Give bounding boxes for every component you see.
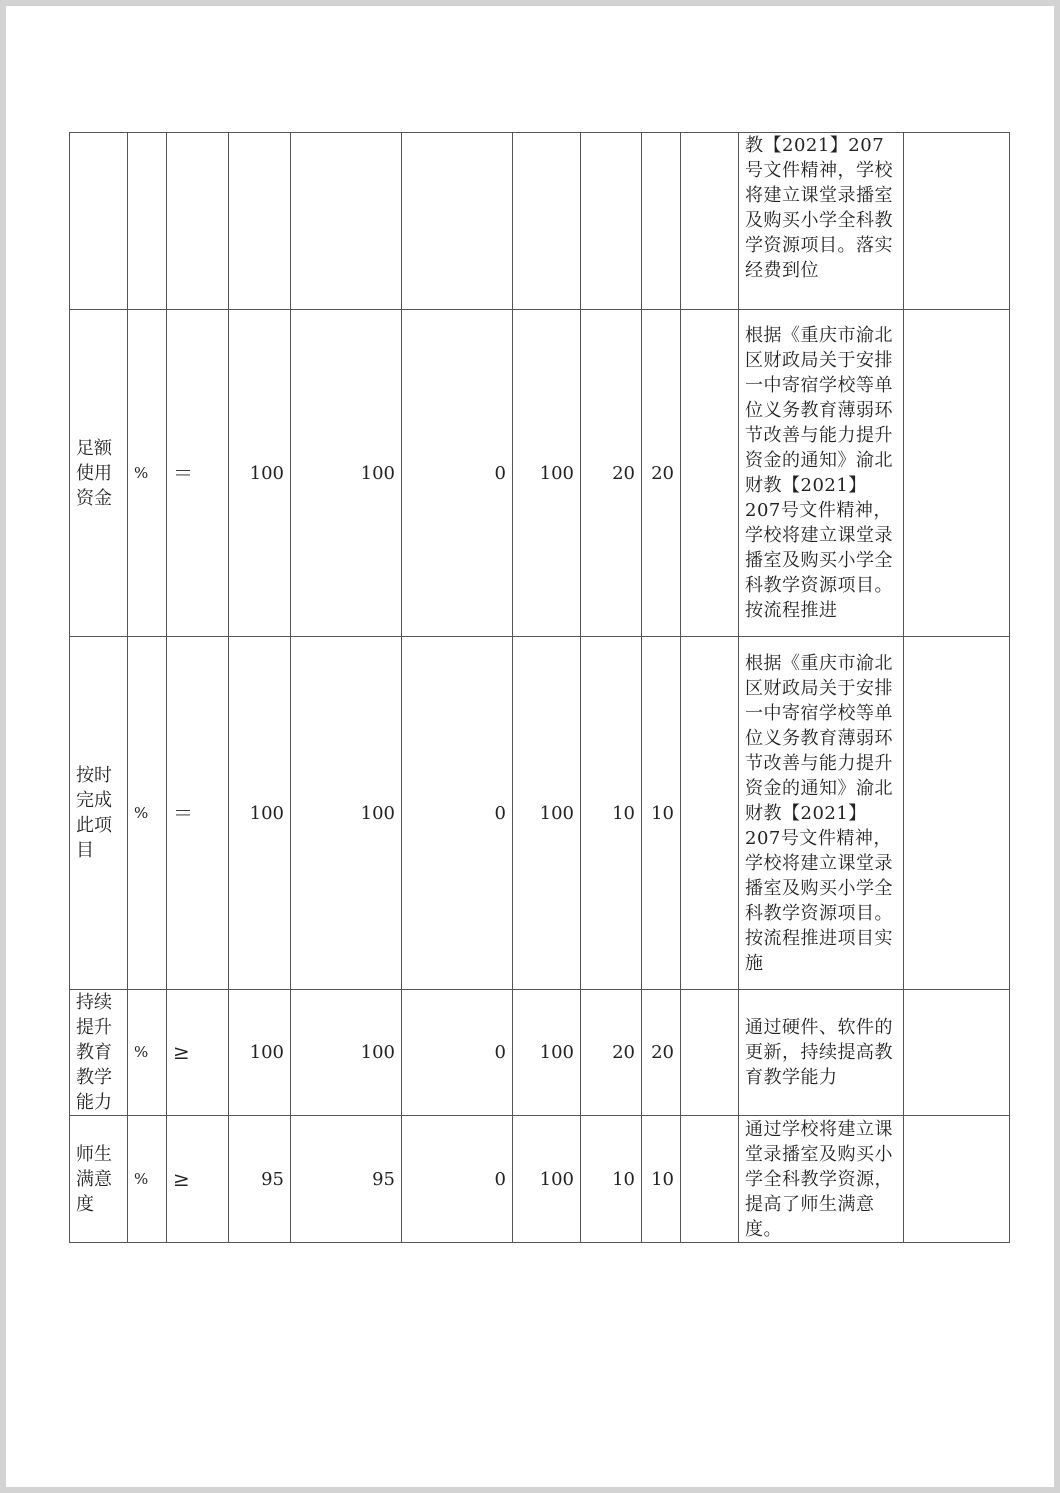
table-row — [70, 990, 1010, 1116]
value-cell — [642, 133, 681, 310]
value-cell: 100 — [291, 637, 402, 990]
note-cell — [904, 637, 1010, 990]
indicator-name: 持续提升教育教学能力 — [70, 990, 128, 1116]
operator-cell: ＝ — [167, 310, 229, 637]
value-cell — [681, 310, 739, 637]
value-cell — [513, 133, 581, 310]
value-cell: 0 — [402, 990, 513, 1116]
operator-cell: ＝ — [167, 637, 229, 990]
operator-cell: ≥ — [167, 1116, 229, 1243]
value-cell: 20 — [642, 310, 681, 637]
table-row — [70, 133, 1010, 310]
value-cell: 100 — [513, 637, 581, 990]
value-cell: 20 — [581, 990, 642, 1116]
value-cell — [681, 1116, 739, 1243]
value-cell: 10 — [642, 1116, 681, 1243]
value-cell: 0 — [402, 637, 513, 990]
indicator-name: 足额使用资金 — [70, 310, 128, 637]
value-cell: 100 — [291, 990, 402, 1116]
unit-cell: % — [128, 637, 167, 990]
table-row — [70, 637, 1010, 990]
value-cell: 20 — [581, 310, 642, 637]
document-page — [6, 6, 1054, 1487]
indicator-name: 按时完成此项目 — [70, 637, 128, 990]
description-cell: 通过学校将建立课堂录播室及购买小学全科教学资源，提高了师生满意度。 — [739, 1116, 904, 1243]
description-cell: 通过硬件、软件的更新，持续提高教育教学能力 — [739, 990, 904, 1116]
value-cell: 100 — [229, 990, 291, 1116]
value-cell: 10 — [642, 637, 681, 990]
value-cell: 10 — [581, 1116, 642, 1243]
description-cell: 教【2021】207号文件精神，学校将建立课堂录播室及购买小学全科教学资源项目。落实经费到位 — [739, 133, 904, 310]
description-cell: 根据《重庆市渝北区财政局关于安排一中寄宿学校等单位义务教育薄弱环节改善与能力提升资金的通知》渝北财教【2021】207号文件精神，学校将建立课堂录播室及购买小学全科教学资源项目。按流程推进 — [739, 310, 904, 637]
note-cell — [904, 1116, 1010, 1243]
value-cell: 100 — [513, 990, 581, 1116]
value-cell: 10 — [581, 637, 642, 990]
value-cell: 100 — [229, 637, 291, 990]
value-cell — [402, 133, 513, 310]
unit-cell: % — [128, 1116, 167, 1243]
note-cell — [904, 133, 1010, 310]
indicator-name: 师生满意度 — [70, 1116, 128, 1243]
unit-cell — [128, 133, 167, 310]
value-cell — [681, 133, 739, 310]
note-cell — [904, 990, 1010, 1116]
value-cell — [681, 990, 739, 1116]
unit-cell: % — [128, 990, 167, 1116]
indicator-name — [70, 133, 128, 310]
value-cell: 100 — [513, 310, 581, 637]
performance-table — [69, 132, 1010, 1243]
value-cell: 20 — [642, 990, 681, 1116]
value-cell: 0 — [402, 1116, 513, 1243]
table-row — [70, 1116, 1010, 1243]
value-cell: 100 — [229, 310, 291, 637]
value-cell: 95 — [229, 1116, 291, 1243]
unit-cell: % — [128, 310, 167, 637]
note-cell — [904, 310, 1010, 637]
operator-cell — [167, 133, 229, 310]
value-cell — [581, 133, 642, 310]
operator-cell: ≥ — [167, 990, 229, 1116]
value-cell — [229, 133, 291, 310]
table-row — [70, 310, 1010, 637]
value-cell — [681, 637, 739, 990]
value-cell: 0 — [402, 310, 513, 637]
description-cell: 根据《重庆市渝北区财政局关于安排一中寄宿学校等单位义务教育薄弱环节改善与能力提升资金的通知》渝北财教【2021】207号文件精神，学校将建立课堂录播室及购买小学全科教学资源项目。按流程推进项目实施 — [739, 637, 904, 990]
value-cell: 100 — [291, 310, 402, 637]
value-cell — [291, 133, 402, 310]
value-cell: 95 — [291, 1116, 402, 1243]
value-cell: 100 — [513, 1116, 581, 1243]
